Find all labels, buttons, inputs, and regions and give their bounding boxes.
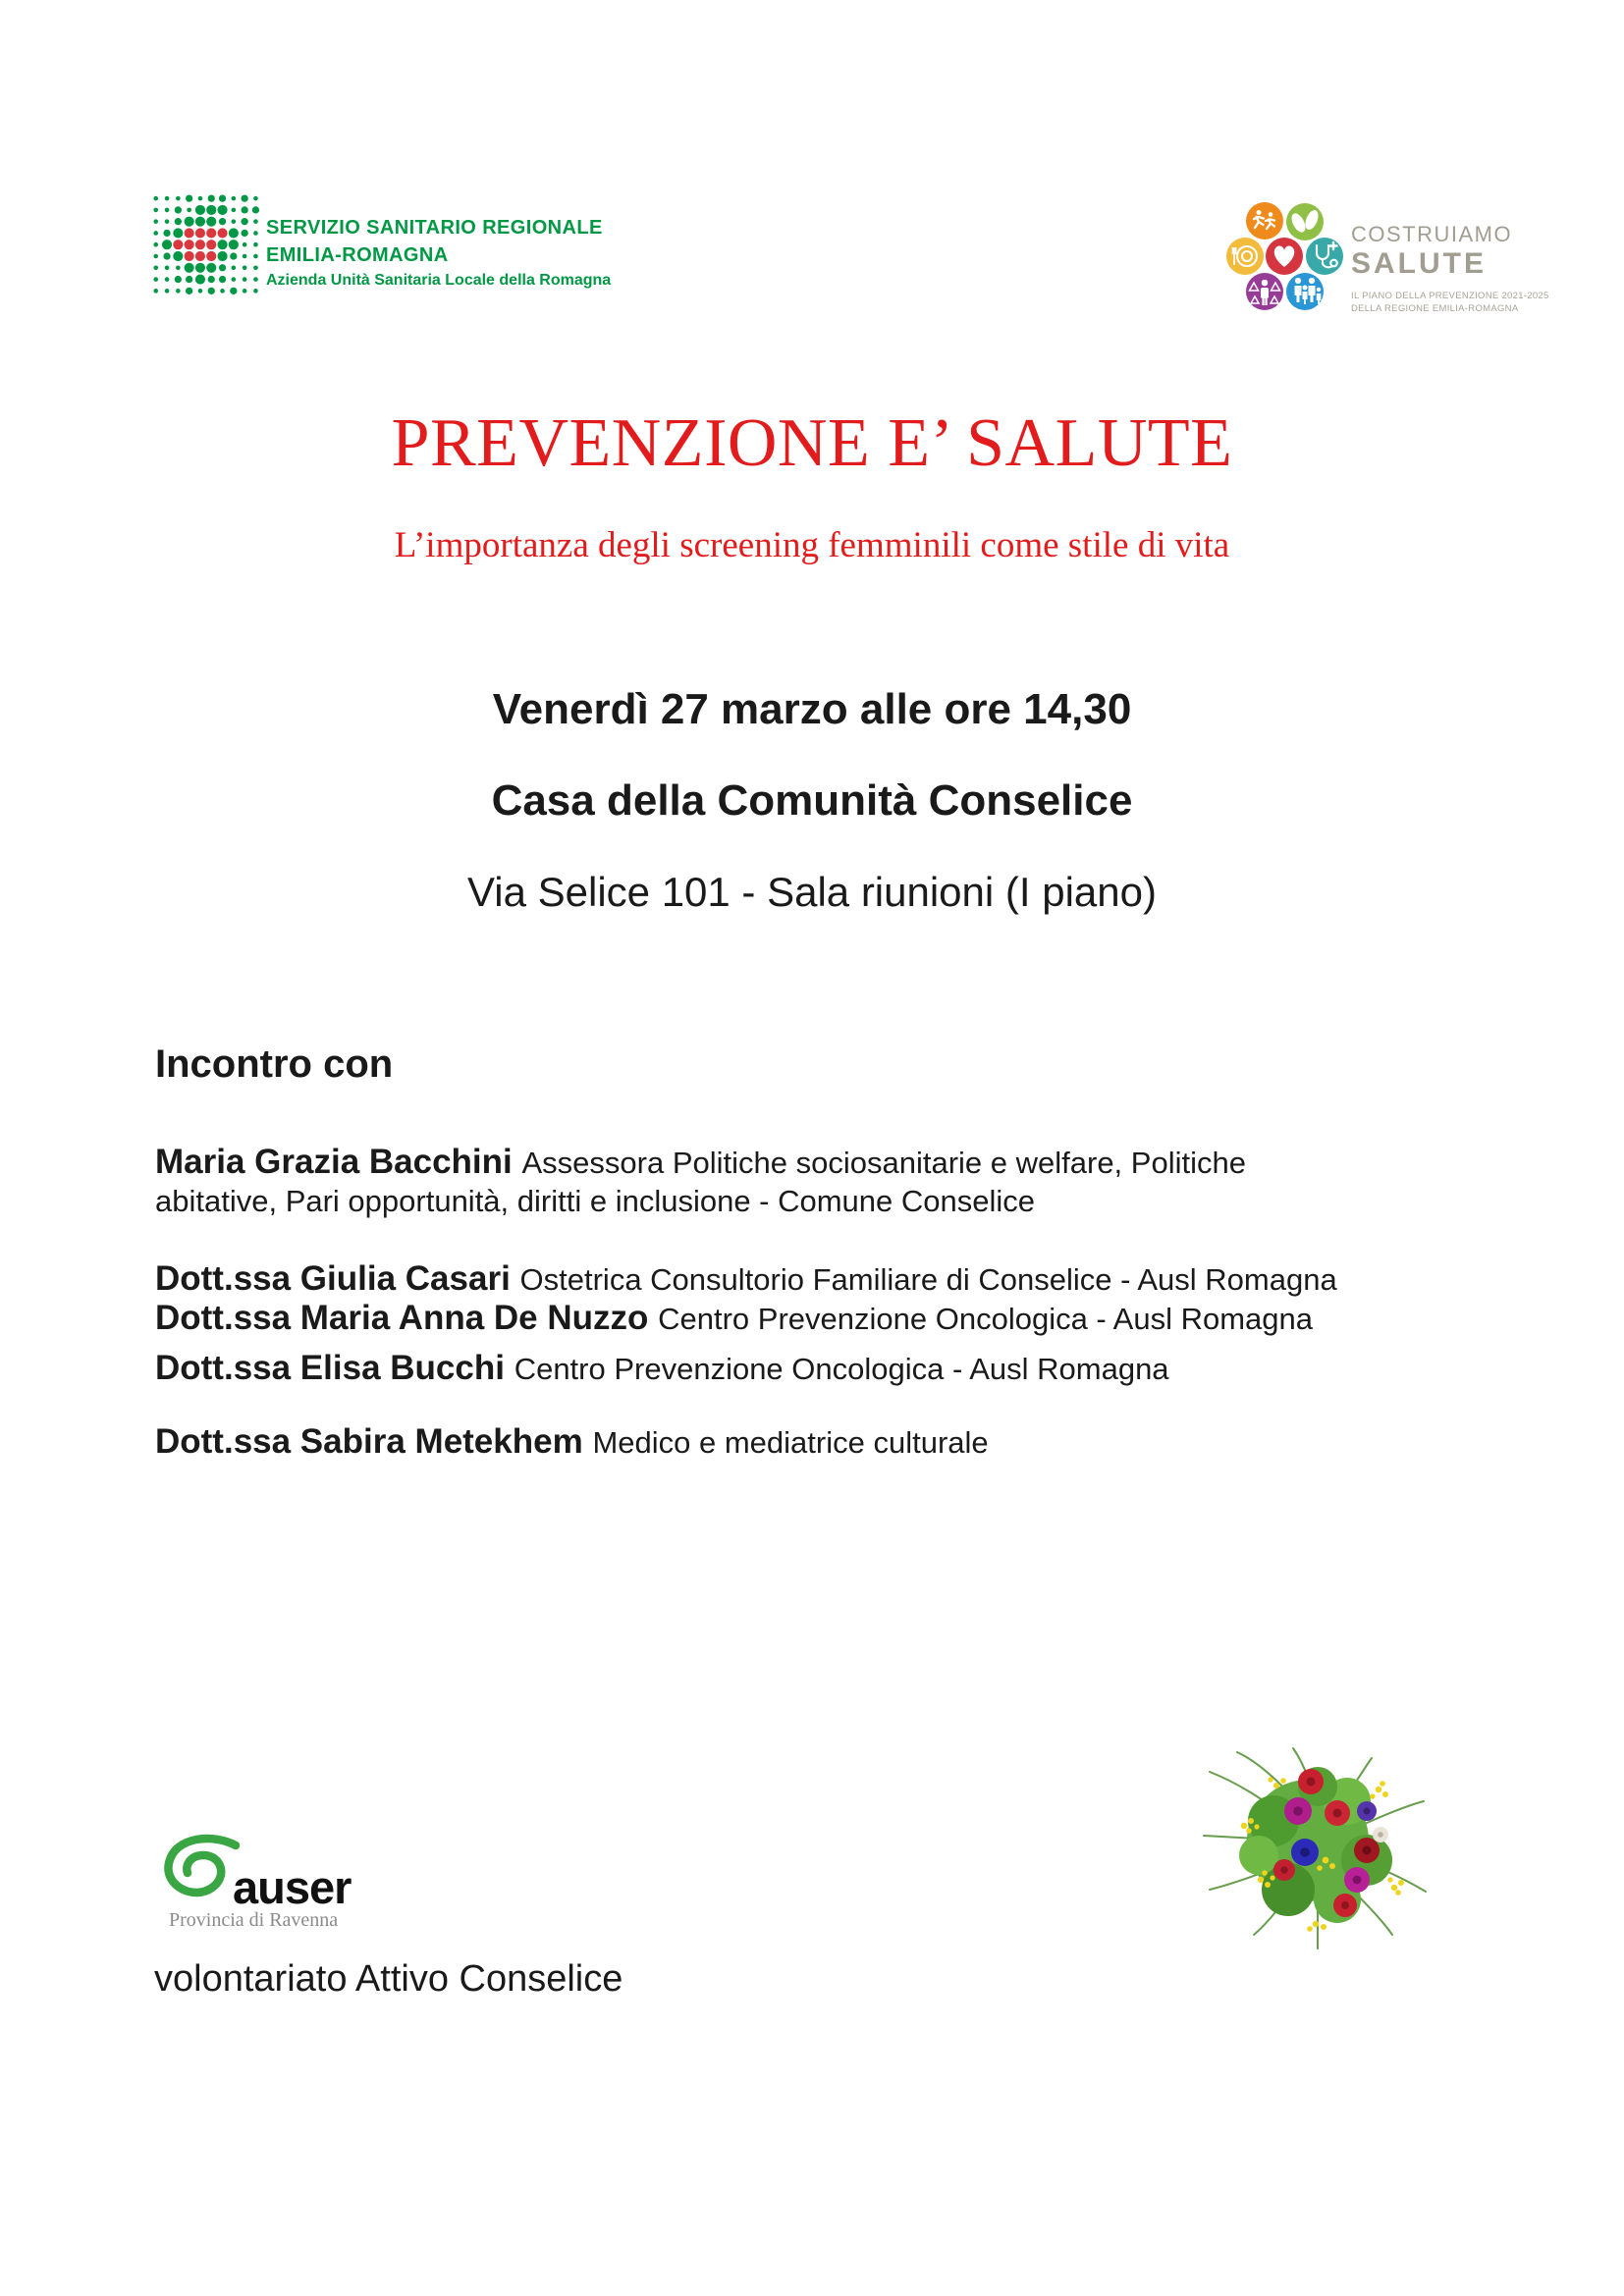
speaker-role-continued: abitative, Pari opportunità, diritti e inclusione - Comune Conselice <box>155 1184 1036 1218</box>
ssr-logo <box>150 192 700 310</box>
event-address: Via Selice 101 - Sala riunioni (I piano) <box>467 869 1157 915</box>
costruiamo-salute-circles <box>1225 196 1345 312</box>
ssr-logo-line2: EMILIA-ROMAGNA <box>266 244 449 266</box>
speaker-name: Dott.ssa Sabira Metekhem <box>155 1422 583 1461</box>
ssr-logo-line1: SERVIZIO SANITARIO REGIONALE <box>266 217 603 239</box>
event-venue: Casa della Comunità Conselice <box>491 776 1133 825</box>
speaker-role: Assessora Politiche sociosanitarie e welfare, Politiche <box>521 1146 1246 1180</box>
auser-logo-text: auser <box>233 1861 352 1913</box>
ssr-logo-text <box>266 218 611 289</box>
piano-prevenzione-label: IL PIANO DELLA PREVENZIONE 2021-2025 <box>1351 291 1549 301</box>
speaker-row <box>155 1143 1246 1183</box>
speaker-role: Centro Prevenzione Oncologica - Ausl Romagna <box>514 1352 1169 1386</box>
speaker-name: Dott.ssa Giulia Casari <box>155 1259 511 1298</box>
costruiamo-label: COSTRUIAMO <box>1351 222 1513 246</box>
costruiamo-salute-logo <box>1225 196 1549 319</box>
flower-bouquet <box>1200 1742 1435 1953</box>
ssr-dots-icon <box>150 192 261 298</box>
salute-label: SALUTE <box>1351 247 1487 280</box>
auser-logo-subtitle: Provincia di Ravenna <box>169 1909 339 1931</box>
speaker-row <box>155 1259 1337 1300</box>
costruiamo-salute-text <box>1351 224 1549 313</box>
speaker-role: Centro Prevenzione Oncologica - Ausl Romagna <box>658 1302 1313 1336</box>
speaker-name: Dott.ssa Maria Anna De Nuzzo <box>155 1299 649 1337</box>
speaker-row <box>155 1422 989 1463</box>
regione-label: DELLA REGIONE EMILIA-ROMAGNA <box>1351 302 1519 314</box>
ssr-logo-line3: Azienda Unità Sanitaria Locale della Romagna <box>266 272 612 289</box>
page-title: PREVENZIONE E’ SALUTE <box>391 405 1233 481</box>
speaker-row <box>155 1299 1313 1339</box>
event-datetime: Venerdì 27 marzo alle ore 14,30 <box>492 685 1132 733</box>
speaker-name: Maria Grazia Bacchini <box>155 1143 513 1181</box>
speaker-role: Ostetrica Consultorio Familiare di Conselice - Ausl Romagna <box>519 1262 1337 1297</box>
speaker-name: Dott.ssa Elisa Bucchi <box>155 1349 505 1387</box>
speaker-row <box>155 1349 1169 1389</box>
auser-swirl-icon <box>157 1834 242 1904</box>
meeting-heading: Incontro con <box>155 1042 394 1086</box>
speaker-role: Medico e mediatrice culturale <box>592 1425 989 1460</box>
page-subtitle: L’importanza degli screening femminili come stile di vita <box>394 525 1230 565</box>
volunteer-text: volontariato Attivo Conselice <box>154 1958 623 2000</box>
